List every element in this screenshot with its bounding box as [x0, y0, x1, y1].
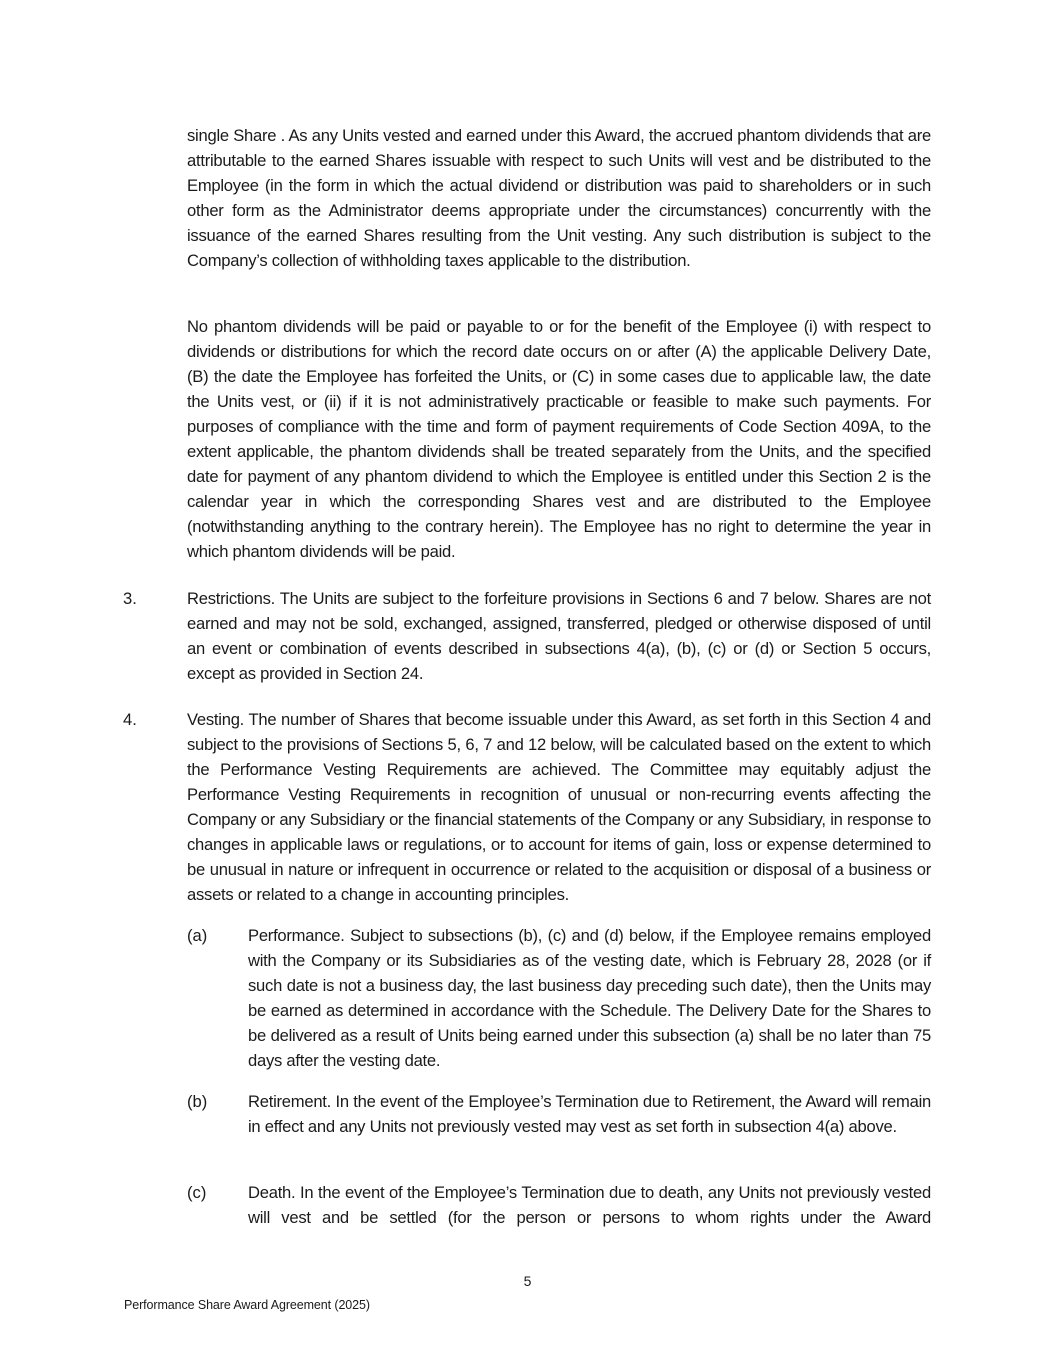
paragraph-text: single Share . As any Units vested and earned under this Award, the accrued phantom dividends that are attributable to the earned Shares issuable with respect to such Units will vest and be distributed to the Employee (in the form in which the actual dividend or distribution was paid to shareholders or in such other form as the Administrator deems appropriate under the circumstances) concurrently with the issuance of the earned Shares resulting from the Unit vesting. Any such distribution is subject to the Company’s collection of withholding taxes applicable to the distribution.: [187, 126, 931, 270]
section-text: The Units are subject to the forfeiture provisions in Sections 6 and 7 below. Shares are not earned and may not be sold, exchanged, assigned, transferred, pledged or otherwise disposed of until an event or combination of events described in subsections 4(a), (b), (c) or (d) or Section 5 occurs, except as provided in Section 24.: [187, 589, 931, 683]
paragraph-text: No phantom dividends will be paid or payable to or for the benefit of the Employee (i) with respect to dividends or distributions for which the record date occurs on or after (A) the applicable Delivery Date, (B) the date the Employee has forfeited the Units, or (C) in some cases due to applicable law, the date the Units vest, or (ii) if it is not administratively practicable or feasible to make such payments. For purposes of compliance with the time and form of payment requirements of Code Section 409A, to the extent applicable, the phantom dividends shall be treated separately from the Units, and the specified date for payment of any phantom dividend to which the Employee is entitled under this Section 2 is the calendar year in which the corresponding Shares vest and are distributed to the Employee (notwithstanding anything to the contrary herein). The Employee has no right to determine the year in which phantom dividends will be paid.: [187, 317, 931, 561]
subsection-body: [248, 1089, 931, 1139]
page-number: 5: [523, 1273, 532, 1289]
subsection-body: [248, 1180, 931, 1230]
section-4-vesting: [123, 707, 931, 907]
subsection-b-retirement: [187, 1089, 931, 1164]
subsection-body: [248, 923, 931, 1073]
section-text: The number of Shares that become issuable under this Award, as set forth in this Section 4 and subject to the provisions of Sections 5, 6, 7 and 12 below, will be calculated based on the extent to which the Performance Vesting Requirements are achieved. The Committee may equitably adjust the Performance Vesting Requirements in recognition of unusual or non-recurring events affecting the Company or any Subsidiary or the financial statements of the Company or any Subsidiary, in response to changes in applicable laws or regulations, or to account for items of gain, loss or expense determined to be unusual in nature or infrequent in occurrence or related to the acquisition or disposal of a business or assets or related to a change in accounting principles.: [187, 710, 931, 904]
section-heading: Restrictions.: [187, 589, 276, 608]
subsection-heading: Performance.: [248, 926, 345, 945]
subsection-a-performance: [187, 923, 931, 1073]
subsection-text: In the event of the Employee’s Termination due to death, any Units not previously vested will vest and be settled (for the person or persons to whom rights under the Award: [248, 1183, 931, 1227]
section-body: [187, 586, 931, 686]
paragraph-phantom-dividend-limits: [187, 314, 931, 564]
subsection-label: (a): [187, 926, 208, 945]
section-heading: Vesting.: [187, 710, 245, 729]
subsection-text: Subject to subsections (b), (c) and (d) below, if the Employee remains employed with the Company or its Subsidiaries as of the vesting date, which is February 28, 2028 (or if such date is not a business day, the last business day preceding such date), then the Units may be earned as determined in accordance with the Schedule. The Delivery Date for the Shares to be delivered as a result of Units being earned under this subsection (a) shall be no later than 75 days after the vesting date.: [248, 926, 931, 1070]
section-number: 4.: [123, 710, 137, 729]
paragraph-phantom-dividend-distribution: [187, 123, 931, 273]
section-3-restrictions: [123, 586, 931, 686]
subsection-c-death: [187, 1180, 931, 1230]
footer-document-title: Performance Share Award Agreement (2025): [124, 1298, 370, 1312]
subsection-label: (c): [187, 1183, 207, 1202]
subsection-label: (b): [187, 1092, 208, 1111]
subsection-text: In the event of the Employee’s Termination due to Retirement, the Award will remain in effect and any Units not previously vested may vest as set forth in subsection 4(a) above.: [248, 1092, 931, 1136]
section-body: [187, 707, 931, 907]
subsection-heading: Death.: [248, 1183, 296, 1202]
section-number: 3.: [123, 589, 137, 608]
subsection-heading: Retirement.: [248, 1092, 332, 1111]
